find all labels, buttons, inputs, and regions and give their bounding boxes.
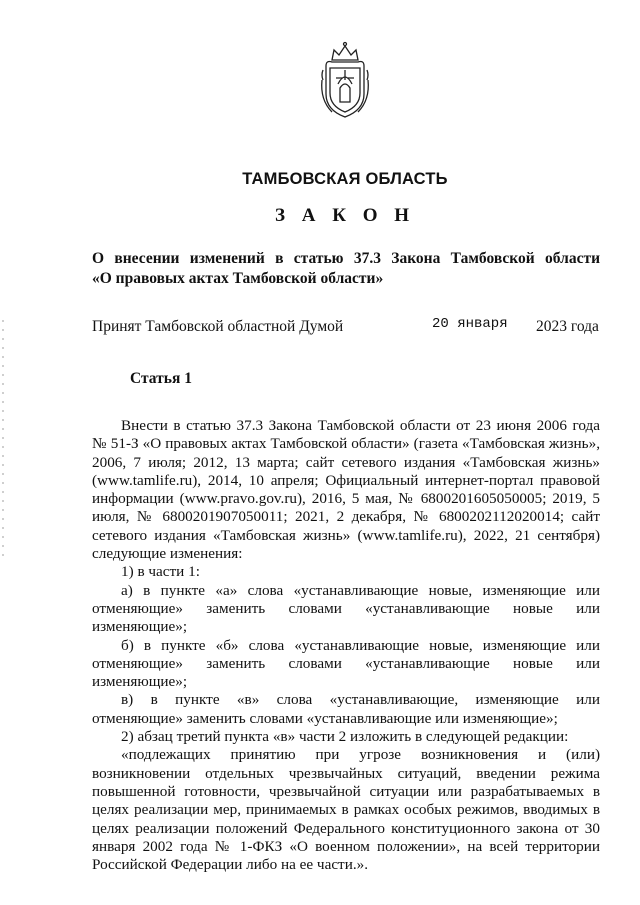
article-line: отменяющие» заменить словами «устанавливающие новые или — [92, 654, 600, 672]
article-title: Статья 1 — [130, 370, 192, 387]
article-line: 1) в части 1: — [121, 563, 200, 581]
article-line: Внести в статью 37.3 Закона Тамбовской области от 23 июня 2006 года — [121, 417, 600, 434]
article-line: изменяющие»; — [92, 673, 188, 691]
law-subject-line: О внесении изменений в статью 37.3 Закона Тамбовской области — [92, 250, 600, 267]
article-line: информации (www.pravo.gov.ru), 2016, 5 мая, № 6800201605050005; 2019, 5 — [92, 490, 600, 508]
article-line: следующие изменения: — [92, 545, 243, 563]
article-line: в) в пункте «в» слова «устанавливающие, изменяющие или — [121, 691, 600, 709]
region-title: ТАМБОВСКАЯ ОБЛАСТЬ — [242, 170, 448, 188]
article-line: целях реализации мер, принимаемых в рамках особых режимов, вводимых в — [92, 801, 600, 819]
article-line: № 51-З «О правовых актах Тамбовской области» (газета «Тамбовская жизнь», — [92, 435, 600, 453]
law-subject — [92, 249, 600, 289]
article-line: повышенной готовности, чрезвычайной ситуации или разрабатываемых в — [92, 782, 600, 800]
article-line: (www.tamlife.ru), 2014, 10 апреля; Официальный интернет-портал правовой — [92, 471, 600, 489]
article-line: 2) абзац третий пункта «в» части 2 изложить в следующей редакции: — [121, 728, 569, 746]
article-line: возникновении отдельных чрезвычайных ситуаций, введении режима — [92, 764, 600, 782]
article-line: июля, № 6800201907050011; 2021, 2 декабря, № 6800202112020014; сайт — [92, 508, 600, 526]
article-line: изменяющие»; — [92, 618, 188, 636]
adopted-by: Принят Тамбовской областной Думой — [92, 318, 344, 335]
article-line: 2006, 7 июля; 2012, 13 марта; сайт сетевого издания «Тамбовская жизнь» — [92, 453, 600, 471]
tambov-coat-of-arms-icon — [318, 40, 372, 120]
article-line: января 2002 года № 1-ФКЗ «О военном положении», на всей территории — [92, 837, 600, 855]
article-line: отменяющие» заменить словами «устанавливающие или изменяющие»; — [92, 709, 558, 727]
article-line: а) в пункте «а» слова «устанавливающие новые, изменяющие или — [121, 581, 600, 599]
article-line: б) в пункте «б» слова «устанавливающие новые, изменяющие или — [121, 636, 600, 654]
article-line: «подлежащих принятию при угрозе возникновения и (или) — [121, 746, 600, 764]
article-body — [92, 417, 600, 874]
article-line: сетевого издания «Тамбовская жизнь» (www.tamlife.ru), 2022, 21 сентября) — [92, 526, 600, 544]
scan-margin-artifact — [2, 320, 4, 560]
law-subject-line: «О правовых актах Тамбовской области» — [92, 270, 384, 287]
article-line: целях реализации положений Федерального конституционного закона от 30 — [92, 819, 600, 837]
document-type: З А К О Н — [274, 205, 416, 226]
adoption-date: 20 января — [432, 316, 508, 332]
article-line: Российской Федерации либо на ее части.». — [92, 856, 369, 874]
adoption-year: 2023 года — [536, 318, 599, 335]
article-line: отменяющие» заменить словами «устанавливающие новые или — [92, 599, 600, 617]
